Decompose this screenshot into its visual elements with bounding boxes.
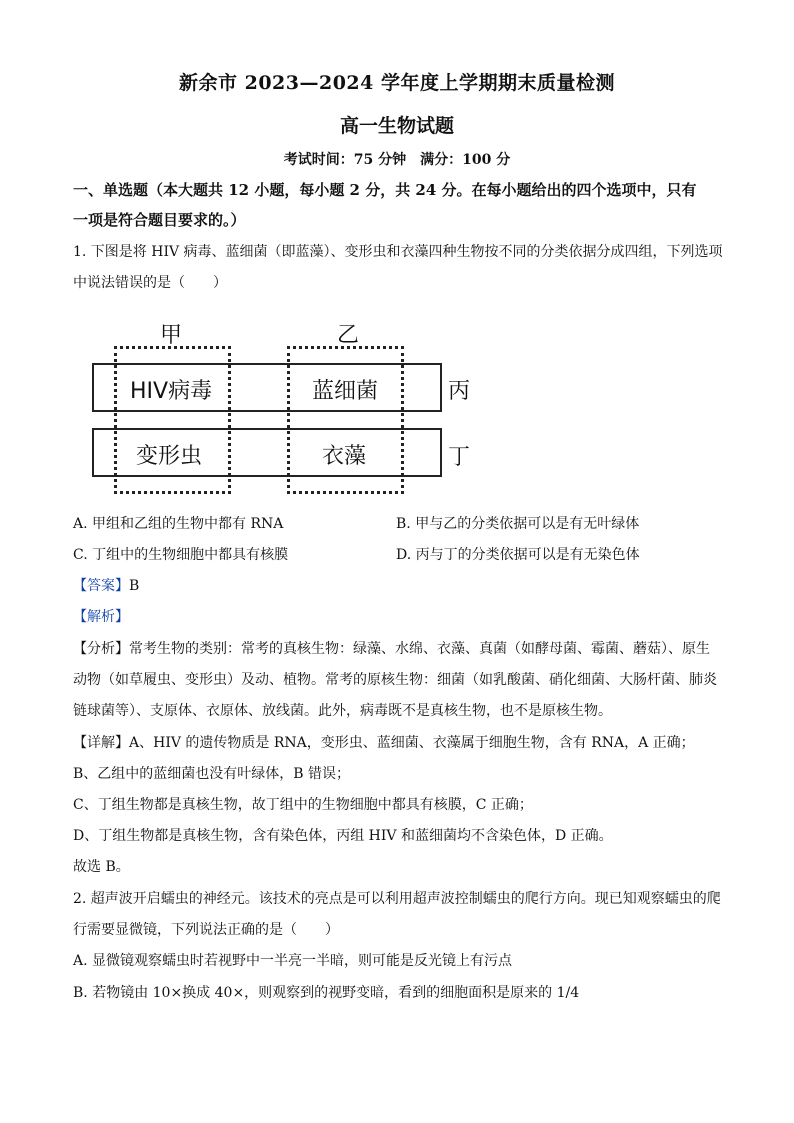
q1-option-b: B. 甲与乙的分类依据可以是有无叶绿体 (396, 516, 640, 532)
q1-option-d: D. 丙与丁的分类依据可以是有无染色体 (396, 547, 640, 563)
q1-stem-line1: 1. 下图是将 HIV 病毒、蓝细菌（即蓝藻）、变形虫和衣藻四种生物按不同的分类依据分成四组，下列选项 (73, 244, 723, 260)
xiangjie-text-1: A、HIV 的遗传物质是 RNA，变形虫、蓝细菌、衣藻属于细胞生物，含有 RNA，A 正确； (129, 735, 695, 751)
fenxi-text-1: 常考生物的类别：常考的真核生物：绿藻、水绵、衣藻、真菌（如酵母菌、霉菌、蘑菇）、原生 (129, 641, 710, 657)
q1-conclusion: 故选 B。 (73, 859, 130, 875)
answer-value: B (129, 578, 140, 594)
q2-stem-line1: 2. 超声波开启蠕虫的神经元。该技术的亮点是可以利用超声波控制蠕虫的爬行方向。现已知观察蠕虫的爬 (73, 891, 721, 907)
q1-analysis-tag-line (73, 607, 733, 627)
q1-xiangjie-line4: D、丁组生物都是真核生物，含有染色体，丙组 HIV 和蓝细菌均不含染色体，D 正确。 (73, 828, 613, 844)
q1-xiangjie-line2: B、乙组中的蓝细菌也没有叶绿体，B 错误； (73, 766, 351, 782)
q1-fenxi-line1 (73, 639, 733, 659)
xiangjie-tag: 【详解】 (73, 735, 129, 751)
q1-answer (73, 576, 733, 596)
label-jia: 甲 (160, 323, 183, 348)
q1-option-c: C. 丁组中的生物细胞中都具有核膜 (73, 547, 289, 563)
section-heading-line2: 一项是符合题目要求的。） (73, 211, 246, 229)
exam-subtitle: 高一生物试题 (339, 115, 454, 137)
label-ding: 丁 (448, 445, 471, 470)
q2-option-b: B. 若物镜由 10×换成 40×，则观察到的视野变暗，看到的细胞面积是原来的 1/4 (73, 985, 580, 1001)
q1-option-a: A. 甲组和乙组的生物中都有 RNA (73, 516, 284, 532)
exam-title: 新余市 2023—2024 学年度上学期期末质量检测 (179, 72, 615, 94)
q1-fenxi-line2: 动物（如草履虫、变形虫）及动、植物。常考的原核生物：细菌（如乳酸菌、硝化细菌、大肠杆菌、肺炎 (73, 672, 717, 688)
q1-stem-line2: 中说法错误的是（ ） (73, 275, 227, 291)
analysis-tag: 【解析】 (73, 609, 129, 625)
answer-tag: 【答案】 (73, 578, 129, 594)
q2-option-a: A. 显微镜观察蠕虫时若视野中一半亮一半暗，则可能是反光镜上有污点 (73, 953, 513, 969)
exam-info: 考试时间：75 分钟 满分：100 分 (283, 152, 511, 168)
q2-stem-line2: 行需要显微镜，下列说法正确的是（ ） (73, 922, 339, 938)
cell-bianxingchong: 变形虫 (136, 444, 203, 469)
section-heading-line1: 一、单选题（本大题共 12 小题，每小题 2 分，共 24 分。在每小题给出的四个选项中，只有 (73, 181, 697, 199)
cell-hiv: HIV病毒 (130, 379, 213, 404)
cell-lanxijun: 蓝细菌 (312, 379, 379, 404)
label-yi: 乙 (337, 323, 360, 348)
q1-fenxi-line3: 链球菌等）、支原体、衣原体、放线菌。此外，病毒既不是真核生物，也不是原核生物。 (73, 703, 612, 719)
group-jia-dotted-box (114, 346, 231, 494)
cell-yizao: 衣藻 (322, 444, 367, 469)
q1-xiangjie-line1 (73, 733, 733, 753)
q1-xiangjie-line3: C、丁组生物都是真核生物，故丁组中的生物细胞中都具有核膜，C 正确； (73, 797, 533, 813)
fenxi-tag: 【分析】 (73, 641, 129, 657)
label-bing: 丙 (448, 379, 471, 404)
group-yi-dotted-box (287, 346, 404, 494)
